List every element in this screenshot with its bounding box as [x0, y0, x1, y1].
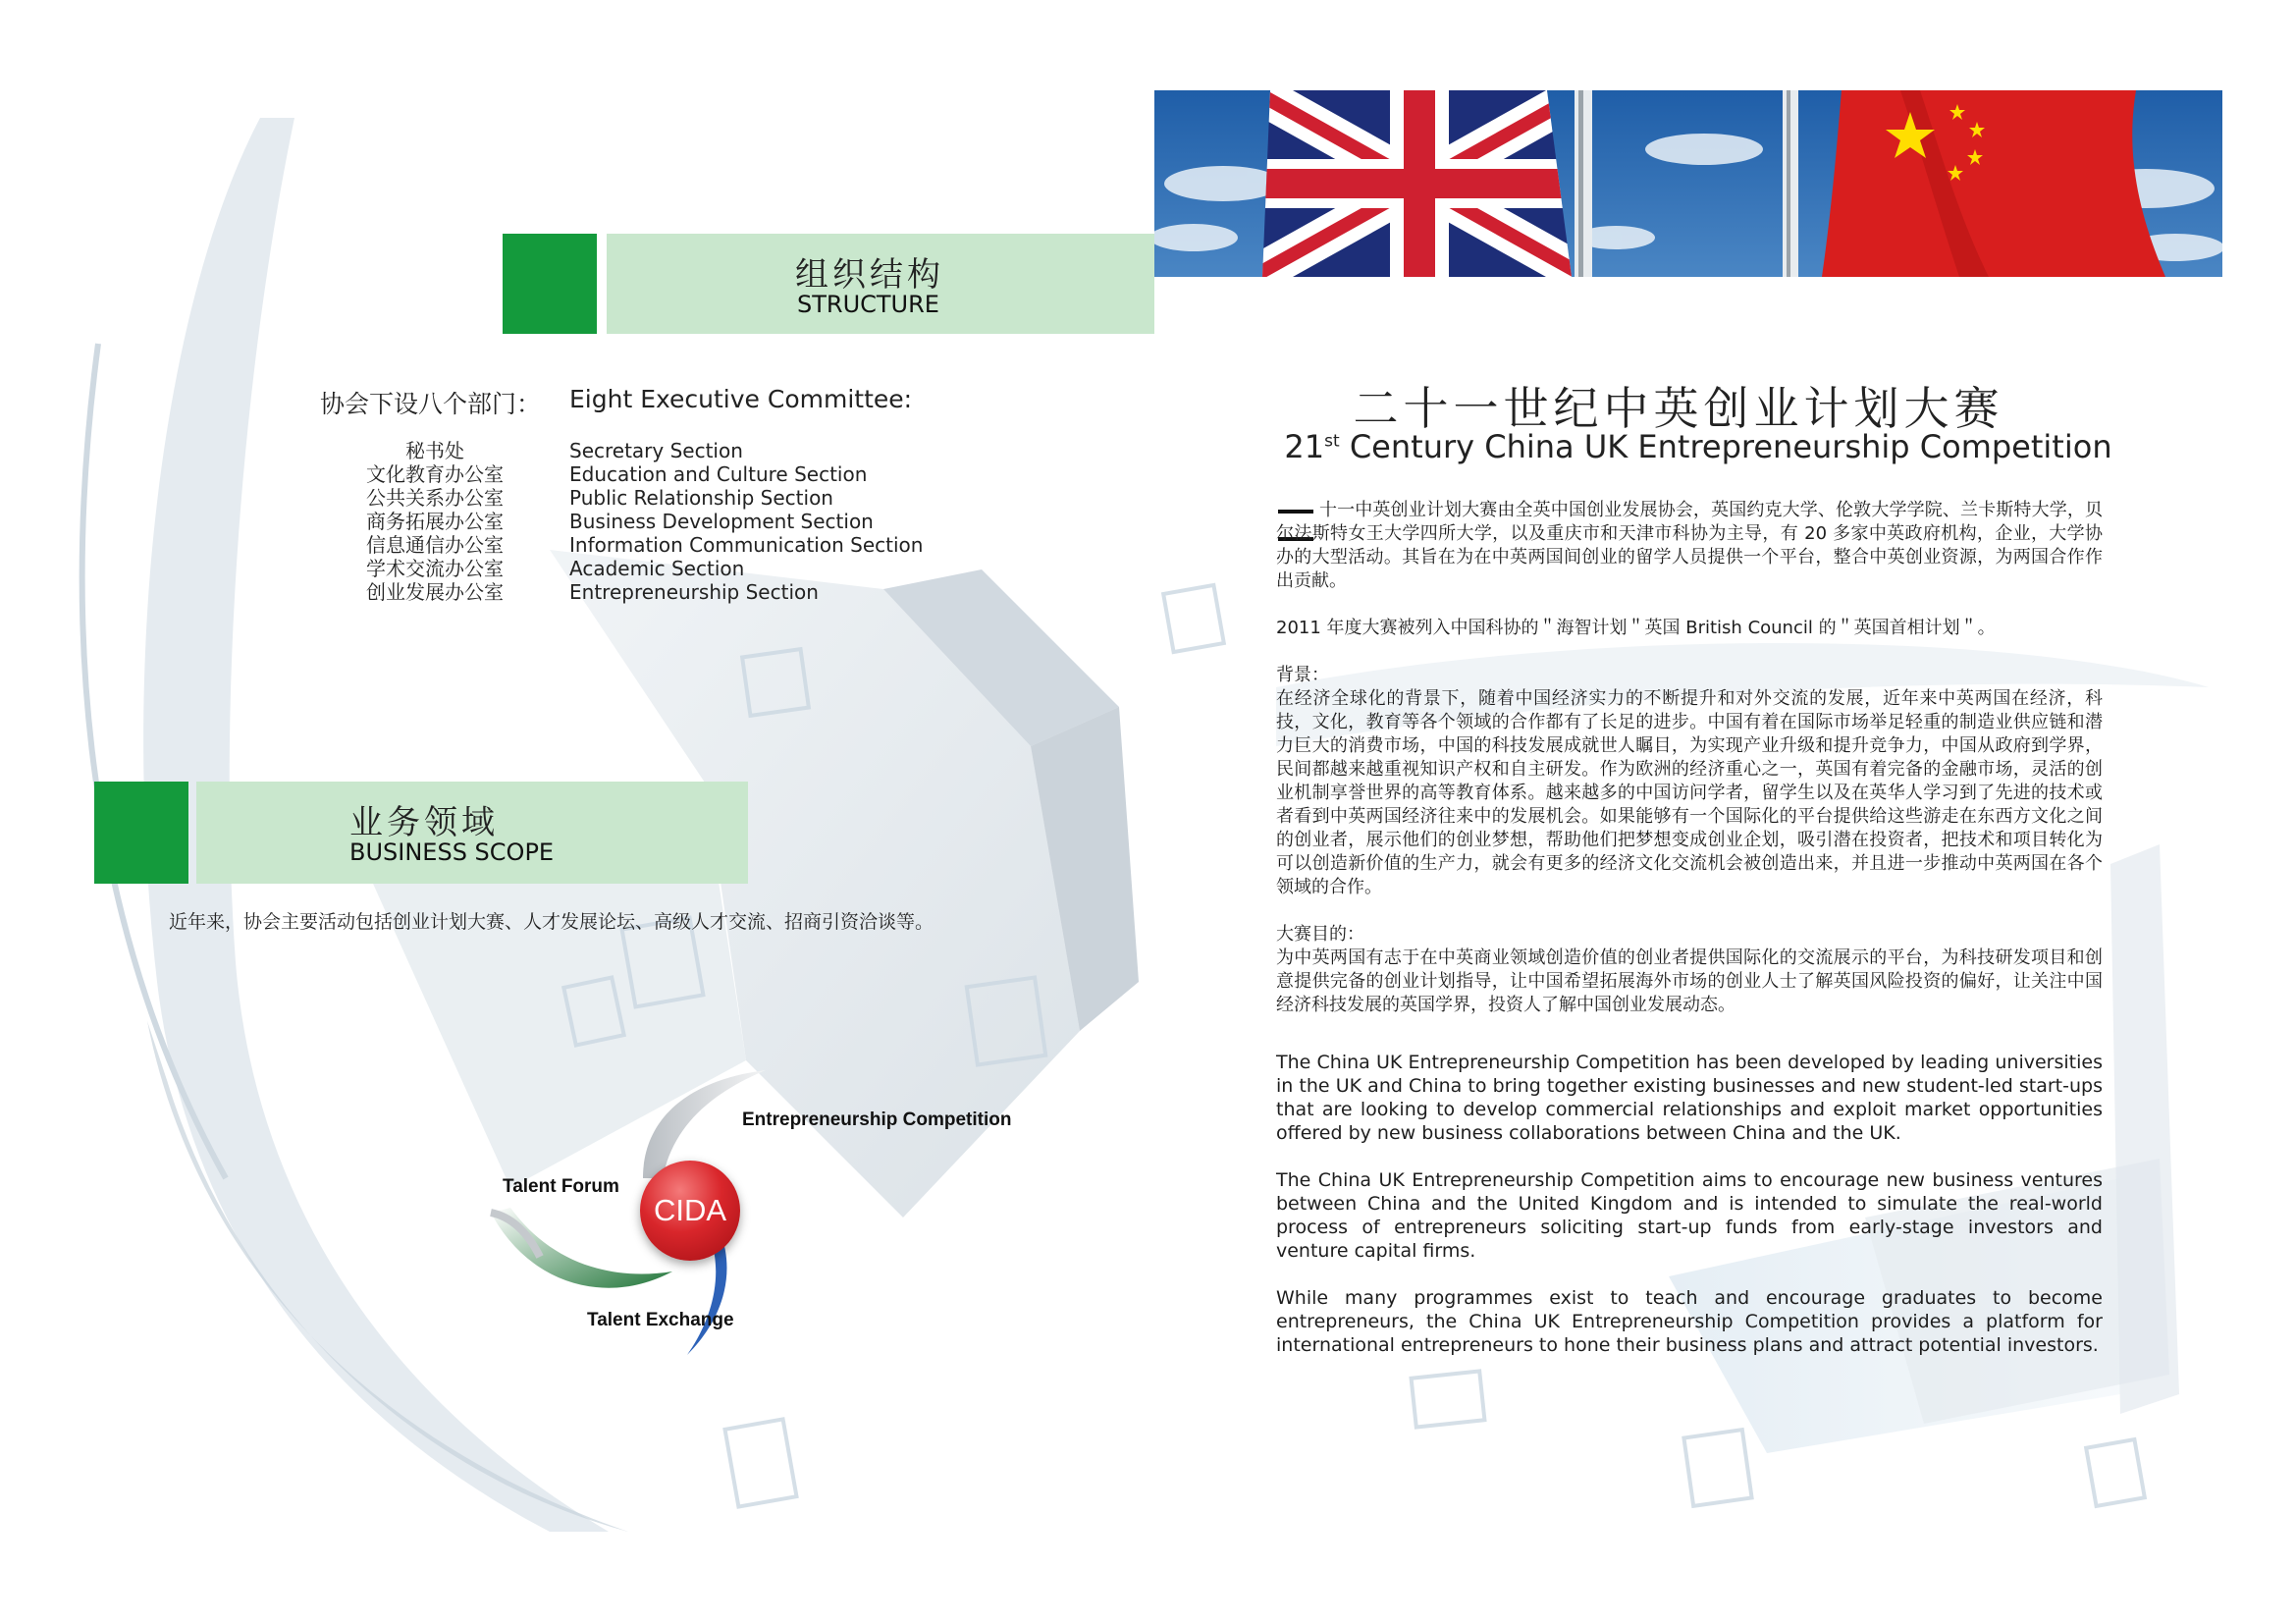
- competition-en-paragraph-2: The China UK Entrepreneurship Competition aims to encourage new business ventures between China and the United Kingdom and is intended to simulate the real-world process of entrepreneurs soliciting start-up funds from early-stage investors and venture capital firms.: [1276, 1169, 2103, 1262]
- department-cn-1: 秘书处: [405, 439, 464, 462]
- diagram-label-forum: Talent Forum: [503, 1176, 619, 1197]
- department-cn-6: 学术交流办公室: [366, 557, 504, 580]
- structure-header-green-square: [503, 234, 597, 334]
- structure-intro-cn: 协会下设八个部门：: [320, 390, 542, 418]
- title-number: 21: [1284, 428, 1325, 465]
- purpose-text: 为中英两国有志于在中英商业领域创造价值的创业者提供国际化的交流展示的平台，为科技研发项目和创意提供完备的创业计划指导，让中国希望拓展海外市场的创业人士了解英国风险投资的偏好，让关注中国经济科技发展的英国学界，投资人了解中国创业发展动态。: [1276, 947, 2103, 1015]
- scope-text: 近年来，协会主要活动包括创业计划大赛、人才发展论坛、高级人才交流、招商引资洽谈等。: [169, 911, 934, 933]
- department-cn-5: 信息通信办公室: [366, 533, 504, 557]
- department-cn-7: 创业发展办公室: [366, 580, 504, 604]
- scope-title-cn: 业务领域: [349, 803, 499, 842]
- department-cn-2: 文化教育办公室: [366, 462, 504, 486]
- uk-china-flags-banner: [1154, 90, 2222, 277]
- scope-title-en: BUSINESS SCOPE: [349, 839, 555, 866]
- purpose-label: 大赛目的：: [1276, 924, 1364, 945]
- background-label: 背景：: [1276, 665, 1329, 685]
- scope-header-green-square: [94, 782, 188, 884]
- diagram-label-exchange: Talent Exchange: [587, 1310, 734, 1330]
- title-rest: Century China UK Entrepreneurship Competition: [1339, 428, 2112, 465]
- department-en-1: Secretary Section: [569, 439, 743, 462]
- structure-title-en: STRUCTURE: [797, 291, 939, 318]
- department-cn-4: 商务拓展办公室: [366, 510, 504, 533]
- competition-note-2011: 2011 年度大赛被列入中国科协的＂海智计划＂英国 British Council 的＂英国首相计划＂。: [1276, 618, 1996, 638]
- diagram-label-competition: Entrepreneurship Competition: [742, 1109, 1012, 1130]
- department-en-2: Education and Culture Section: [569, 462, 868, 486]
- department-cn-3: 公共关系办公室: [366, 486, 504, 510]
- competition-intro-cn: 十一中英创业计划大赛由全英中国创业发展协会，英国约克大学、伦敦大学学院、兰卡斯特大学，贝尔法斯特女王大学四所大学，以及重庆市和天津市科协为主导，有 20 多家中英政府机构，企业，大学协办的大型活动。其旨在为在中英两国间创业的留学人员提供一个平台，整合中英创业资源，为两国合作作出贡献。: [1276, 500, 2103, 591]
- department-en-3: Public Relationship Section: [569, 486, 833, 510]
- cida-logo-circle: CIDA: [640, 1161, 740, 1261]
- department-en-7: Entrepreneurship Section: [569, 580, 819, 604]
- department-en-5: Information Communication Section: [569, 533, 924, 557]
- background-text: 在经济全球化的背景下，随着中国经济实力的不断提升和对外交流的发展，近年来中英两国在经济，科技，文化，教育等各个领域的合作都有了长足的进步。中国有着在国际市场举足轻重的制造业供应链和潜力巨大的消费市场，中国的科技发展成就世人瞩目，为实现产业升级和提升竞争力，中国从政府到学界，民间都越来越重视知识产权和自主研发。作为欧洲的经济重心之一，英国有着完备的金融市场，灵活的创业机制享誉世界的高等教育体系。越来越多的中国访问学者，留学生以及在英华人学习到了先进的技术或者看到中英两国经济往来中的发展机会。如果能够有一个国际化的平台提供给这些游走在东西方文化之间的创业者，展示他们的创业梦想，帮助他们把梦想变成创业企划，吸引潜在投资者，把技术和项目转化为可以创造新价值的生产力，就会有更多的经济文化交流机会被创造出来，并且进一步推动中英两国在各个领域的合作。: [1276, 688, 2103, 897]
- department-en-4: Business Development Section: [569, 510, 874, 533]
- competition-en-paragraph-3: While many programmes exist to teach and encourage graduates to become entrepreneurs, the China UK Entrepreneurship Competition provides a platform for international entrepreneurs to hone their business plans and attract potential investors.: [1276, 1287, 2103, 1356]
- title-ordinal-suffix: st: [1324, 431, 1340, 452]
- competition-title-cn: 二十一世纪中英创业计划大赛: [1353, 382, 2004, 435]
- department-en-6: Academic Section: [569, 557, 745, 580]
- structure-intro-en: Eight Executive Committee:: [569, 385, 913, 413]
- cida-diagram-swooshes: [471, 1041, 805, 1355]
- competition-en-paragraph-1: The China UK Entrepreneurship Competition has been developed by leading universities in the UK and China to bring together existing businesses and new student-led start-ups that are looking to develop commercial relationships and exploit market opportunities offered by new business collaborations between China and the UK.: [1276, 1052, 2103, 1144]
- competition-title-en: [1266, 428, 2130, 465]
- structure-title-cn: 组织结构: [795, 255, 944, 295]
